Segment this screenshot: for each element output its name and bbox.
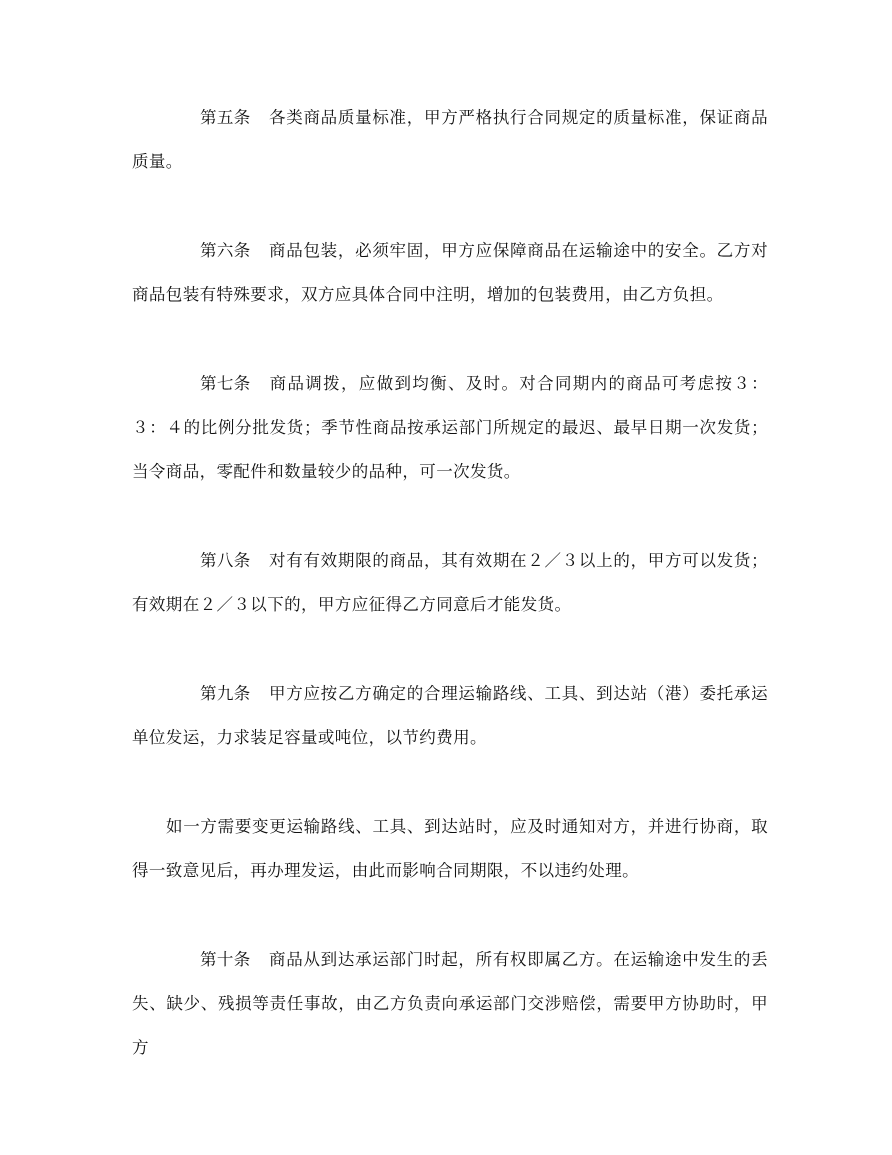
article-9-text: 甲方应按乙方确定的合理运输路线、工具、到达站（港）委托承运单位发运，力求装足容量或吨位，以节约费用。 bbox=[132, 684, 768, 747]
article-6-text: 商品包装，必须牢固，甲方应保障商品在运输途中的安全。乙方对商品包装有特殊要求，双方应具体合同中注明，增加的包装费用，由乙方负担。 bbox=[132, 241, 768, 304]
paragraph-spacer bbox=[132, 627, 768, 672]
article-7-text: 商品调拨，应做到均衡、及时。对合同期内的商品可考虑按３：３：４的比例分批发货；季节性商品按承运部门所规定的最迟、最早日期一次发货；当令商品，零配件和数量较少的品种，可一次发货。 bbox=[132, 374, 768, 481]
article-9-label: 第九条 bbox=[200, 684, 251, 703]
paragraph-spacer bbox=[132, 893, 768, 938]
paragraph-spacer bbox=[132, 760, 768, 805]
article-8-label: 第八条 bbox=[200, 551, 251, 570]
article-5-paragraph bbox=[132, 96, 768, 184]
article-10-text: 商品从到达承运部门时起，所有权即属乙方。在运输途中发生的丢失、缺少、残损等责任事故，由乙方负责向承运部门交涉赔偿，需要甲方协助时，甲方 bbox=[132, 950, 768, 1057]
article-8-text: 对有有效期限的商品，其有效期在２／３以上的，甲方可以发货；有效期在２／３以下的，甲方应征得乙方同意后才能发货。 bbox=[132, 551, 768, 614]
article-10-paragraph bbox=[132, 938, 768, 1070]
article-10-label: 第十条 bbox=[200, 950, 251, 969]
article-8-paragraph bbox=[132, 539, 768, 627]
paragraph-spacer bbox=[132, 494, 768, 539]
article-5-text: 各类商品质量标准，甲方严格执行合同规定的质量标准，保证商品质量。 bbox=[132, 108, 768, 171]
document-page bbox=[132, 96, 768, 1070]
article-9-continuation-text: 如一方需要变更运输路线、工具、到达站时，应及时通知对方，并进行协商，取得一致意见后，再办理发运，由此而影响合同期限，不以违约处理。 bbox=[132, 817, 768, 880]
article-7-label: 第七条 bbox=[200, 374, 251, 393]
article-9-paragraph bbox=[132, 672, 768, 760]
article-6-label: 第六条 bbox=[200, 241, 251, 260]
paragraph-spacer bbox=[132, 317, 768, 362]
article-5-label: 第五条 bbox=[200, 108, 251, 127]
article-7-paragraph bbox=[132, 362, 768, 494]
paragraph-spacer bbox=[132, 184, 768, 229]
article-9-continuation-paragraph bbox=[132, 805, 768, 893]
article-6-paragraph bbox=[132, 229, 768, 317]
